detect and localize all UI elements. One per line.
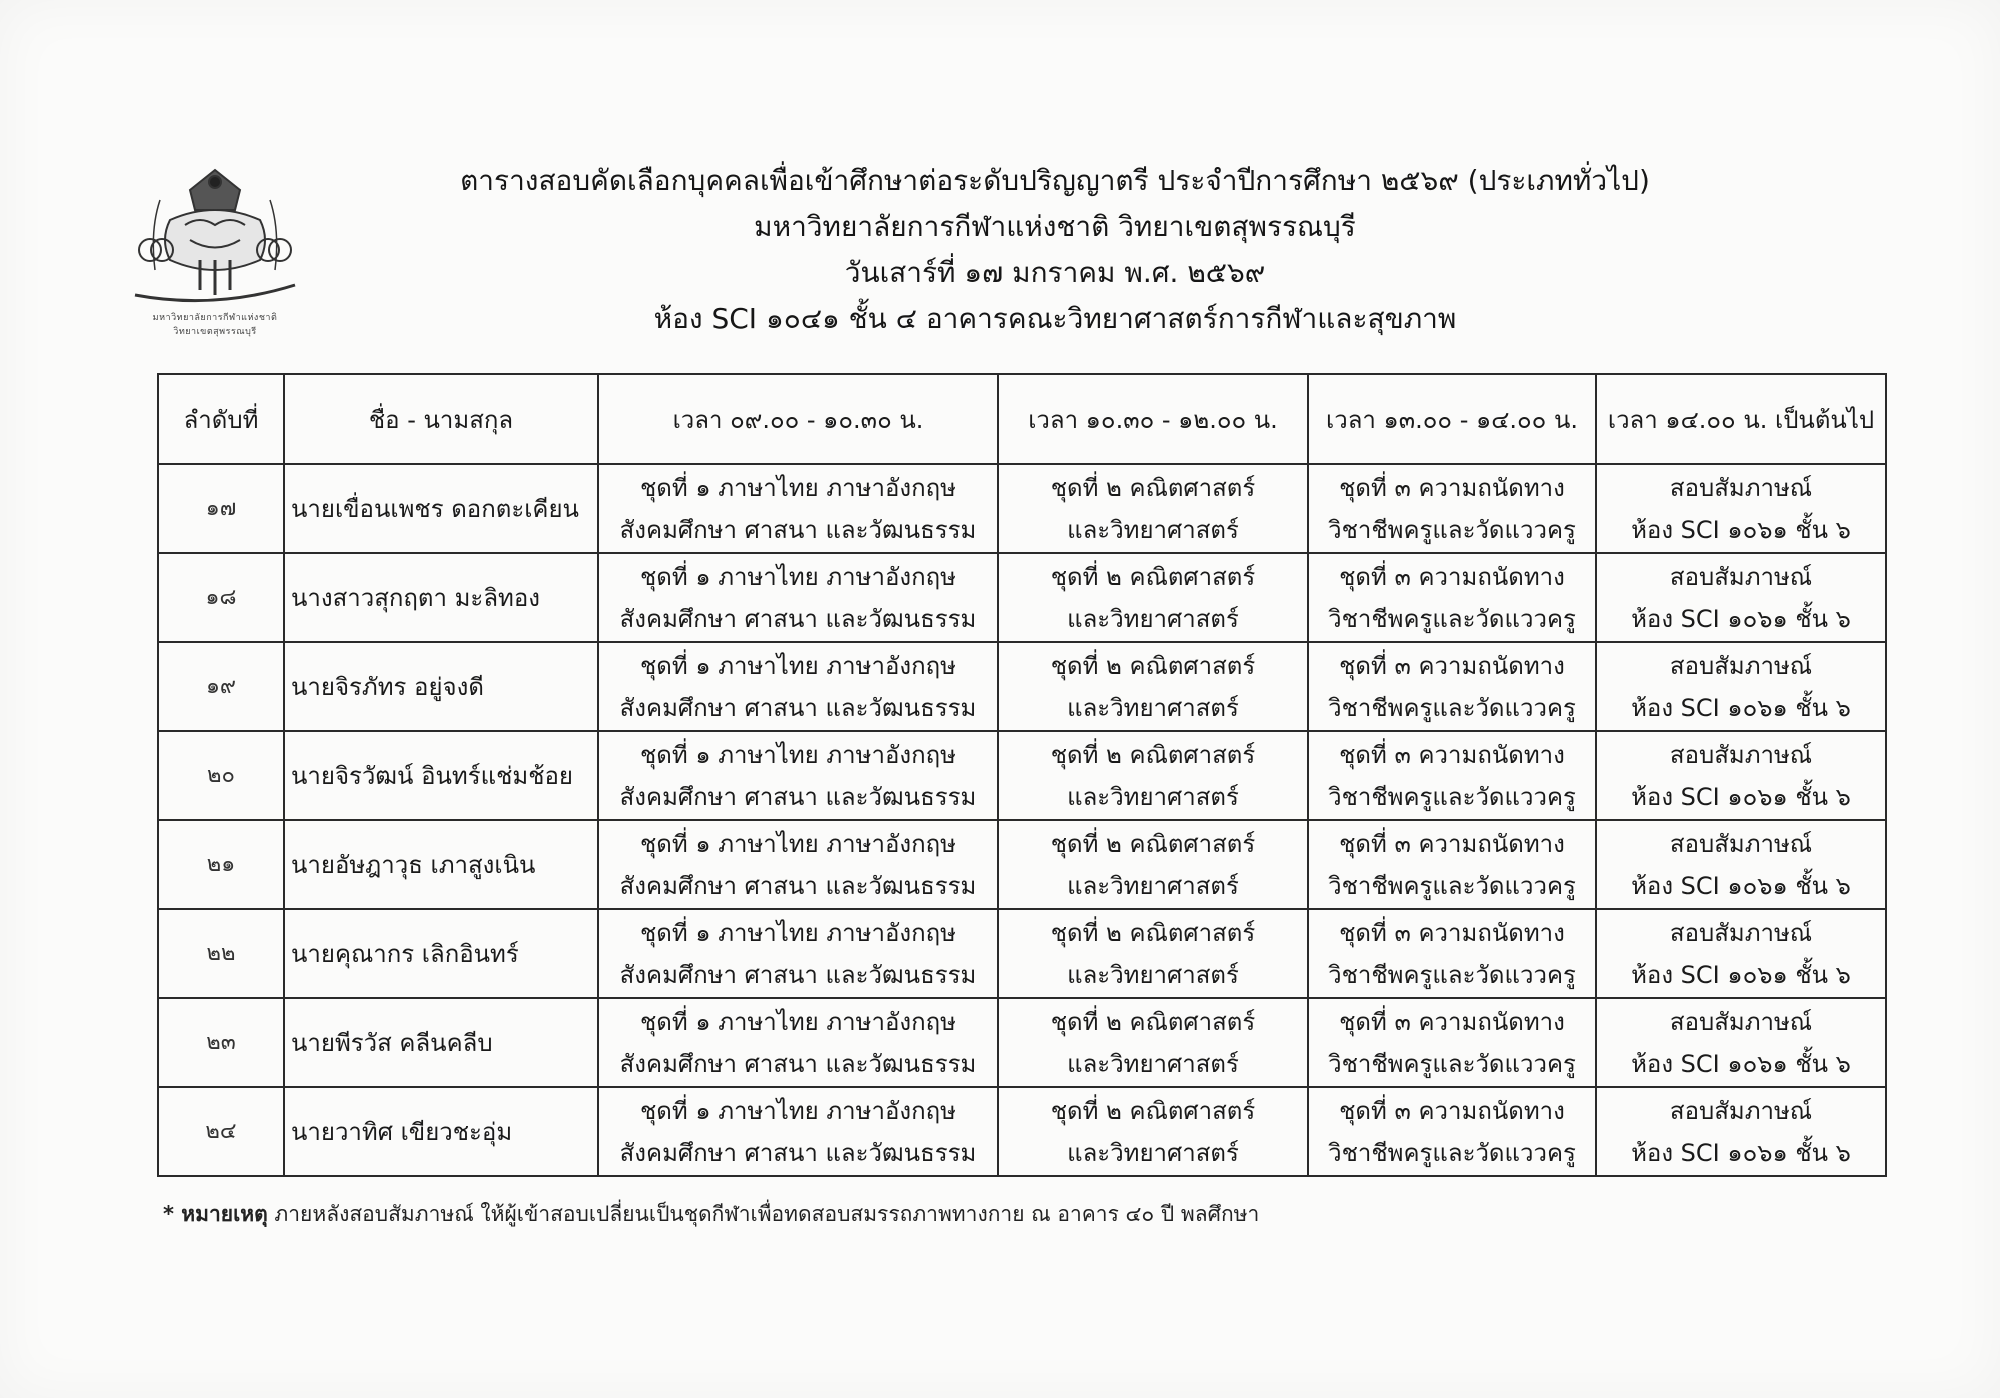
slot-2-line-1: ชุดที่ ๒ คณิตศาสตร์ [1050,1096,1256,1125]
slot-3-line-1: ชุดที่ ๓ ความถนัดทาง [1339,1007,1565,1036]
document-header [340,158,1770,342]
header-slot-2: เวลา ๑๐.๓๐ - ๑๒.๐๐ น. [998,374,1308,464]
row-no: ๒๐ [158,731,284,820]
table-row [158,553,1886,642]
slot-3-line-1: ชุดที่ ๓ ความถนัดทาง [1339,562,1565,591]
slot-1-line-2: สังคมศึกษา ศาสนา และวัฒนธรรม [619,1049,977,1078]
row-slot-4 [1596,820,1886,909]
row-slot-3 [1308,464,1596,553]
logo-caption-line2: วิทยาเขตสุพรรณบุรี [173,327,257,337]
slot-4-line-1: สอบสัมภาษณ์ [1669,918,1813,947]
table-row [158,909,1886,998]
row-slot-4 [1596,1087,1886,1176]
row-slot-2 [998,909,1308,998]
slot-1-line-2: สังคมศึกษา ศาสนา และวัฒนธรรม [619,693,977,722]
row-no: ๒๒ [158,909,284,998]
slot-4-line-1: สอบสัมภาษณ์ [1669,1007,1813,1036]
slot-1-line-2: สังคมศึกษา ศาสนา และวัฒนธรรม [619,604,977,633]
row-slot-1 [598,464,998,553]
table-row [158,820,1886,909]
slot-1-line-2: สังคมศึกษา ศาสนา และวัฒนธรรม [619,960,977,989]
footnote-label: * หมายเหตุ [163,1202,268,1226]
slot-2-line-1: ชุดที่ ๒ คณิตศาสตร์ [1050,1007,1256,1036]
row-no: ๑๙ [158,642,284,731]
exam-schedule-table [157,373,1887,1177]
row-name: นายวาทิศ เขียวชะอุ่ม [284,1087,598,1176]
slot-4-line-2: ห้อง SCI ๑๐๖๑ ชั้น ๖ [1631,960,1851,989]
row-slot-4 [1596,998,1886,1087]
footnote-text: ภายหลังสอบสัมภาษณ์ ให้ผู้เข้าสอบเปลี่ยนเป็นชุดกีฬาเพื่อทดสอบสมรรถภาพทางกาย ณ อาคาร ๔๐ ปี พลศึกษา [274,1202,1260,1226]
slot-4-line-1: สอบสัมภาษณ์ [1669,740,1813,769]
row-slot-3 [1308,909,1596,998]
header-no: ลำดับที่ [158,374,284,464]
row-slot-2 [998,1087,1308,1176]
header-title: ตารางสอบคัดเลือกบุคคลเพื่อเข้าศึกษาต่อระดับปริญญาตรี ประจำปีการศึกษา ๒๕๖๙ (ประเภททั่วไป) [460,164,1650,197]
row-slot-1 [598,642,998,731]
slot-1-line-1: ชุดที่ ๑ ภาษาไทย ภาษาอังกฤษ [640,651,956,680]
slot-3-line-1: ชุดที่ ๓ ความถนัดทาง [1339,473,1565,502]
slot-2-line-1: ชุดที่ ๒ คณิตศาสตร์ [1050,562,1256,591]
slot-4-line-2: ห้อง SCI ๑๐๖๑ ชั้น ๖ [1631,871,1851,900]
slot-3-line-1: ชุดที่ ๓ ความถนัดทาง [1339,918,1565,947]
slot-4-line-2: ห้อง SCI ๑๐๖๑ ชั้น ๖ [1631,782,1851,811]
slot-4-line-2: ห้อง SCI ๑๐๖๑ ชั้น ๖ [1631,1049,1851,1078]
slot-3-line-1: ชุดที่ ๓ ความถนัดทาง [1339,740,1565,769]
row-name: นายเขื่อนเพชร ดอกตะเคียน [284,464,598,553]
slot-3-line-1: ชุดที่ ๓ ความถนัดทาง [1339,651,1565,680]
slot-3-line-2: วิชาชีพครูและวัดแววครู [1328,693,1576,722]
row-slot-1 [598,1087,998,1176]
slot-1-line-1: ชุดที่ ๑ ภาษาไทย ภาษาอังกฤษ [640,562,956,591]
header-date: วันเสาร์ที่ ๑๗ มกราคม พ.ศ. ๒๕๖๙ [844,256,1266,289]
table-row [158,642,1886,731]
table-row [158,998,1886,1087]
row-slot-1 [598,553,998,642]
row-slot-4 [1596,464,1886,553]
slot-2-line-2: และวิทยาศาสตร์ [1067,1138,1239,1167]
slot-2-line-2: และวิทยาศาสตร์ [1067,1049,1239,1078]
row-slot-1 [598,998,998,1087]
row-name: นายจิรภัทร อยู่จงดี [284,642,598,731]
row-slot-3 [1308,1087,1596,1176]
row-slot-1 [598,820,998,909]
row-slot-4 [1596,553,1886,642]
slot-3-line-1: ชุดที่ ๓ ความถนัดทาง [1339,1096,1565,1125]
slot-1-line-1: ชุดที่ ๑ ภาษาไทย ภาษาอังกฤษ [640,473,956,502]
slot-3-line-2: วิชาชีพครูและวัดแววครู [1328,515,1576,544]
row-slot-3 [1308,642,1596,731]
table-header-row [158,374,1886,464]
row-no: ๑๗ [158,464,284,553]
row-slot-3 [1308,553,1596,642]
row-no: ๑๘ [158,553,284,642]
table-row [158,464,1886,553]
row-slot-3 [1308,998,1596,1087]
slot-3-line-2: วิชาชีพครูและวัดแววครู [1328,782,1576,811]
slot-2-line-2: และวิทยาศาสตร์ [1067,693,1239,722]
header-slot-4: เวลา ๑๔.๐๐ น. เป็นต้นไป [1596,374,1886,464]
row-name: นายอัษฎาวุธ เภาสูงเนิน [284,820,598,909]
slot-2-line-2: และวิทยาศาสตร์ [1067,960,1239,989]
slot-3-line-2: วิชาชีพครูและวัดแววครู [1328,1138,1576,1167]
row-slot-4 [1596,642,1886,731]
header-name: ชื่อ - นามสกุล [284,374,598,464]
table-row [158,731,1886,820]
slot-4-line-2: ห้อง SCI ๑๐๖๑ ชั้น ๖ [1631,693,1851,722]
slot-1-line-2: สังคมศึกษา ศาสนา และวัฒนธรรม [619,782,977,811]
row-name: นางสาวสุกฤตา มะลิทอง [284,553,598,642]
slot-2-line-1: ชุดที่ ๒ คณิตศาสตร์ [1050,740,1256,769]
row-slot-1 [598,909,998,998]
slot-4-line-2: ห้อง SCI ๑๐๖๑ ชั้น ๖ [1631,515,1851,544]
slot-2-line-1: ชุดที่ ๒ คณิตศาสตร์ [1050,651,1256,680]
slot-4-line-1: สอบสัมภาษณ์ [1669,1096,1813,1125]
slot-2-line-2: และวิทยาศาสตร์ [1067,604,1239,633]
slot-1-line-1: ชุดที่ ๑ ภาษาไทย ภาษาอังกฤษ [640,918,956,947]
slot-4-line-1: สอบสัมภาษณ์ [1669,562,1813,591]
row-slot-3 [1308,731,1596,820]
row-slot-2 [998,464,1308,553]
slot-4-line-1: สอบสัมภาษณ์ [1669,829,1813,858]
slot-1-line-2: สังคมศึกษา ศาสนา และวัฒนธรรม [619,1138,977,1167]
row-slot-2 [998,642,1308,731]
university-seal-icon [130,160,300,310]
slot-4-line-2: ห้อง SCI ๑๐๖๑ ชั้น ๖ [1631,604,1851,633]
slot-2-line-2: และวิทยาศาสตร์ [1067,515,1239,544]
slot-2-line-1: ชุดที่ ๒ คณิตศาสตร์ [1050,473,1256,502]
slot-3-line-2: วิชาชีพครูและวัดแววครู [1328,871,1576,900]
slot-3-line-2: วิชาชีพครูและวัดแววครู [1328,604,1576,633]
slot-2-line-2: และวิทยาศาสตร์ [1067,782,1239,811]
university-logo [130,160,300,350]
header-slot-3: เวลา ๑๓.๐๐ - ๑๔.๐๐ น. [1308,374,1596,464]
row-slot-3 [1308,820,1596,909]
row-slot-2 [998,998,1308,1087]
slot-3-line-2: วิชาชีพครูและวัดแววครู [1328,1049,1576,1078]
slot-3-line-2: วิชาชีพครูและวัดแววครู [1328,960,1576,989]
slot-3-line-1: ชุดที่ ๓ ความถนัดทาง [1339,829,1565,858]
row-no: ๒๑ [158,820,284,909]
slot-1-line-1: ชุดที่ ๑ ภาษาไทย ภาษาอังกฤษ [640,1007,956,1036]
row-name: นายจิรวัฒน์ อินทร์แช่มช้อย [284,731,598,820]
row-no: ๒๔ [158,1087,284,1176]
header-university: มหาวิทยาลัยการกีฬาแห่งชาติ วิทยาเขตสุพรรณบุรี [754,210,1356,243]
row-name: นายคุณากร เลิกอินทร์ [284,909,598,998]
row-slot-2 [998,553,1308,642]
row-slot-1 [598,731,998,820]
slot-4-line-2: ห้อง SCI ๑๐๖๑ ชั้น ๖ [1631,1138,1851,1167]
slot-1-line-1: ชุดที่ ๑ ภาษาไทย ภาษาอังกฤษ [640,829,956,858]
row-slot-2 [998,820,1308,909]
slot-4-line-1: สอบสัมภาษณ์ [1669,473,1813,502]
row-slot-2 [998,731,1308,820]
slot-1-line-2: สังคมศึกษา ศาสนา และวัฒนธรรม [619,871,977,900]
logo-caption-line1: มหาวิทยาลัยการกีฬาแห่งชาติ [152,313,278,323]
slot-4-line-1: สอบสัมภาษณ์ [1669,651,1813,680]
header-room: ห้อง SCI ๑๐๔๑ ชั้น ๔ อาคารคณะวิทยาศาสตร์การกีฬาและสุขภาพ [653,302,1457,335]
row-slot-4 [1596,731,1886,820]
slot-1-line-1: ชุดที่ ๑ ภาษาไทย ภาษาอังกฤษ [640,1096,956,1125]
slot-1-line-2: สังคมศึกษา ศาสนา และวัฒนธรรม [619,515,977,544]
header-slot-1: เวลา ๐๙.๐๐ - ๑๐.๓๐ น. [598,374,998,464]
footnote [163,1198,1259,1231]
slot-2-line-1: ชุดที่ ๒ คณิตศาสตร์ [1050,918,1256,947]
slot-2-line-2: และวิทยาศาสตร์ [1067,871,1239,900]
row-name: นายพีรวัส คลีนคลีบ [284,998,598,1087]
row-no: ๒๓ [158,998,284,1087]
slot-2-line-1: ชุดที่ ๒ คณิตศาสตร์ [1050,829,1256,858]
table-row [158,1087,1886,1176]
row-slot-4 [1596,909,1886,998]
slot-1-line-1: ชุดที่ ๑ ภาษาไทย ภาษาอังกฤษ [640,740,956,769]
